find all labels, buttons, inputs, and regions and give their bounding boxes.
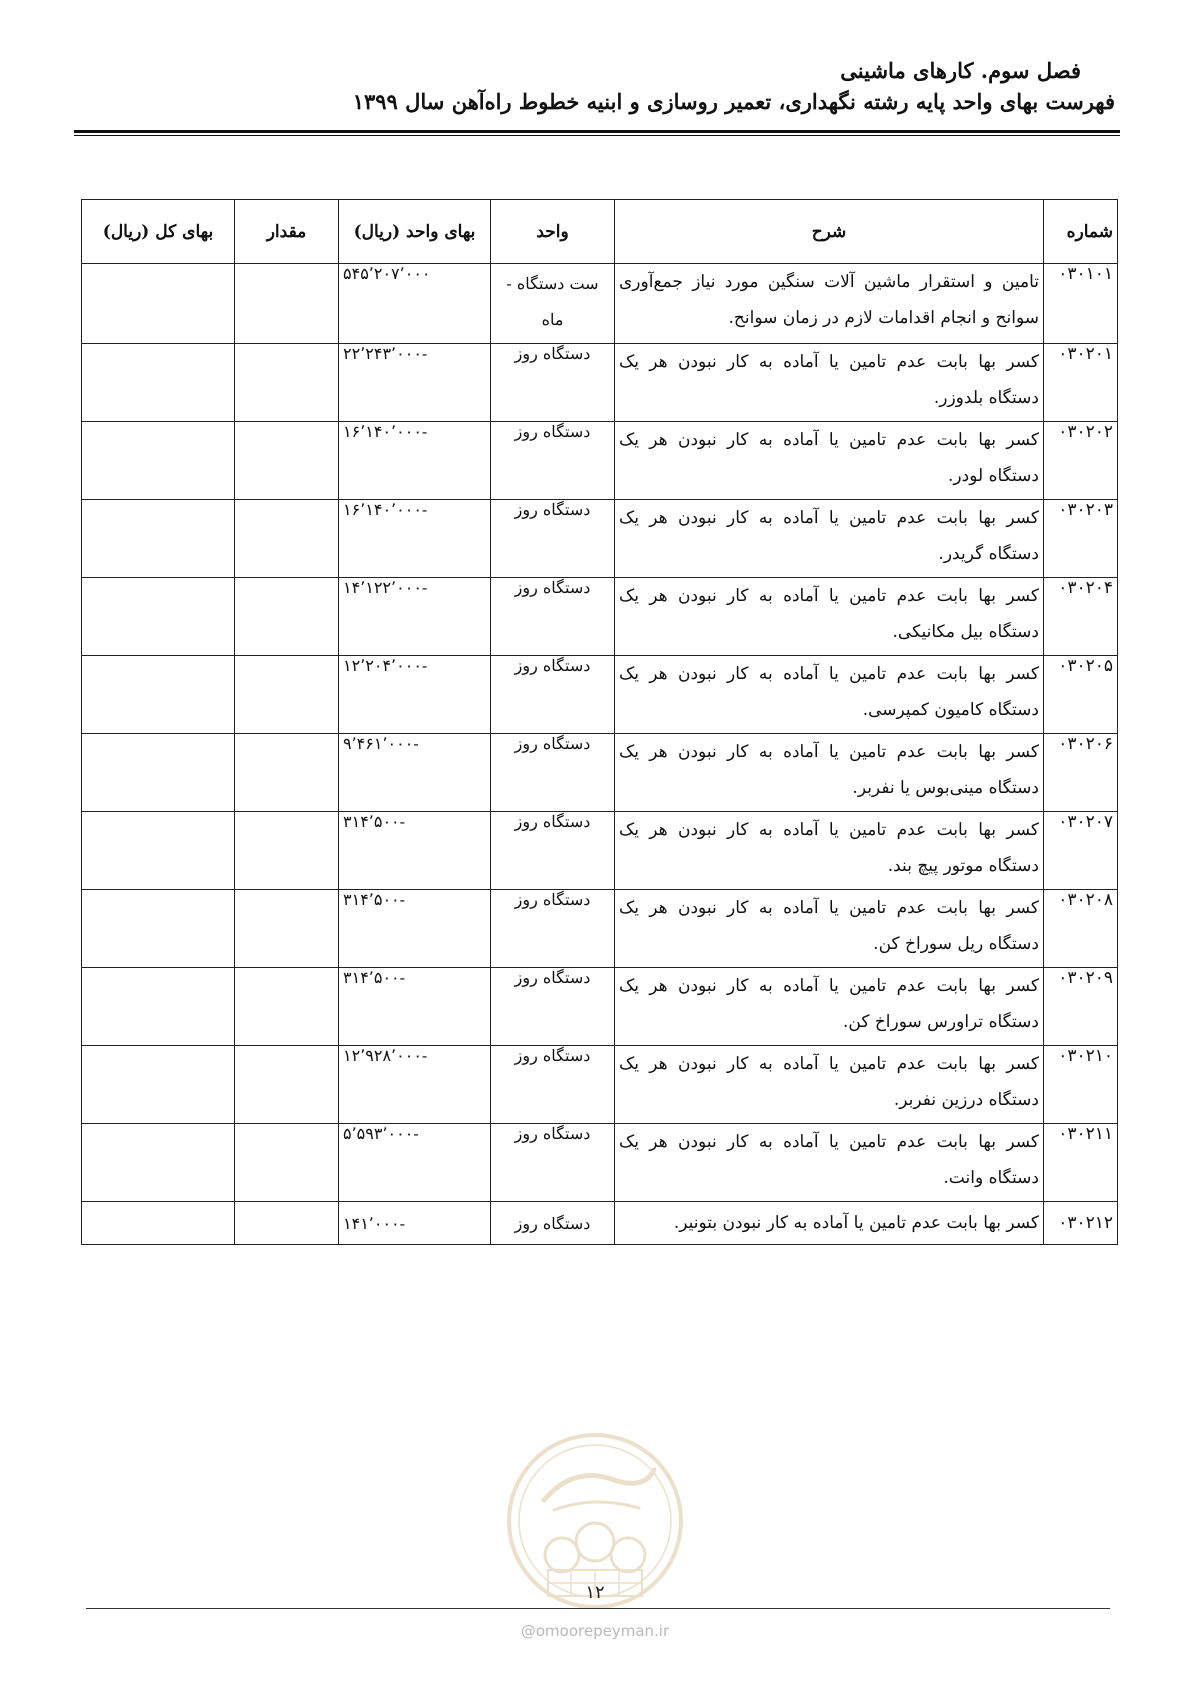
item-quantity xyxy=(235,656,339,734)
item-description: کسر بها بابت عدم تامین یا آماده به کار نبودن هر یک دستگاه درزین نفربر. xyxy=(615,1046,1044,1124)
table-row xyxy=(82,1046,1118,1124)
item-unit: دستگاه روز xyxy=(491,500,615,578)
table-row xyxy=(82,968,1118,1046)
item-total-price xyxy=(82,1046,235,1124)
item-unit-price: -۲۲٬۲۴۳٬۰۰۰ xyxy=(339,344,491,422)
table-row xyxy=(82,344,1118,422)
page-number: ۱۲ xyxy=(585,1582,605,1603)
item-description: کسر بها بابت عدم تامین یا آماده به کار نبودن هر یک دستگاه تراورس سوراخ کن. xyxy=(615,968,1044,1046)
price-table xyxy=(81,199,1118,1245)
item-unit-price: -۱۴٬۱۲۲٬۰۰۰ xyxy=(339,578,491,656)
item-unit-price: -۳۱۴٬۵۰۰ xyxy=(339,812,491,890)
item-unit: دستگاه روز xyxy=(491,578,615,656)
item-number: ۰۳۰۲۰۵ xyxy=(1044,656,1118,734)
item-quantity xyxy=(235,1124,339,1202)
item-unit: ست دستگاه - ماه xyxy=(491,264,615,344)
item-number: ۰۳۰۲۰۹ xyxy=(1044,968,1118,1046)
column-header-number: شماره xyxy=(1044,200,1118,264)
footer-rule xyxy=(86,1608,1110,1609)
header-rule-thin xyxy=(74,135,1120,136)
item-total-price xyxy=(82,734,235,812)
item-quantity xyxy=(235,1046,339,1124)
item-number: ۰۳۰۲۰۲ xyxy=(1044,422,1118,500)
item-description: تامین و استقرار ماشین آلات سنگین مورد نیاز جمع‌آوری سوانح و انجام اقدامات لازم در زمان سوانح. xyxy=(615,264,1044,344)
table-row xyxy=(82,890,1118,968)
item-unit: دستگاه روز xyxy=(491,1124,615,1202)
item-number: ۰۳۰۲۱۰ xyxy=(1044,1046,1118,1124)
item-unit-price: -۱۶٬۱۴۰٬۰۰۰ xyxy=(339,500,491,578)
item-number: ۰۳۰۲۰۴ xyxy=(1044,578,1118,656)
item-quantity xyxy=(235,812,339,890)
item-number: ۰۳۰۲۰۶ xyxy=(1044,734,1118,812)
item-unit-price: -۱۲٬۹۲۸٬۰۰۰ xyxy=(339,1046,491,1124)
item-total-price xyxy=(82,890,235,968)
item-unit-price: -۱۶٬۱۴۰٬۰۰۰ xyxy=(339,422,491,500)
watermark-url: @omoorepeyman.ir xyxy=(520,1622,670,1640)
item-quantity xyxy=(235,422,339,500)
page-header xyxy=(65,56,1115,118)
table-row xyxy=(82,578,1118,656)
column-header-quantity: مقدار xyxy=(235,200,339,264)
item-number: ۰۳۰۲۱۱ xyxy=(1044,1124,1118,1202)
item-total-price xyxy=(82,1124,235,1202)
table-header-row xyxy=(82,200,1118,264)
item-number: ۰۳۰۲۰۳ xyxy=(1044,500,1118,578)
item-description: کسر بها بابت عدم تامین یا آماده به کار نبودن هر یک دستگاه مینی‌بوس یا نفربر. xyxy=(615,734,1044,812)
header-rule-thick xyxy=(74,130,1120,133)
item-quantity xyxy=(235,344,339,422)
table-row xyxy=(82,264,1118,344)
item-description: کسر بها بابت عدم تامین یا آماده به کار نبودن بتونیر. xyxy=(615,1202,1044,1245)
column-header-unit: واحد xyxy=(491,200,615,264)
item-description: کسر بها بابت عدم تامین یا آماده به کار نبودن هر یک دستگاه بیل مکانیکی. xyxy=(615,578,1044,656)
item-unit: دستگاه روز xyxy=(491,344,615,422)
item-total-price xyxy=(82,422,235,500)
item-unit-price: -۱۴۱٬۰۰۰ xyxy=(339,1202,491,1245)
item-total-price xyxy=(82,968,235,1046)
item-total-price xyxy=(82,500,235,578)
item-description: کسر بها بابت عدم تامین یا آماده به کار نبودن هر یک دستگاه وانت. xyxy=(615,1124,1044,1202)
item-unit: دستگاه روز xyxy=(491,1202,615,1245)
item-unit-price: -۳۱۴٬۵۰۰ xyxy=(339,890,491,968)
item-unit: دستگاه روز xyxy=(491,968,615,1046)
table-row xyxy=(82,1202,1118,1245)
item-quantity xyxy=(235,1202,339,1245)
item-number: ۰۳۰۲۰۱ xyxy=(1044,344,1118,422)
table-row xyxy=(82,734,1118,812)
item-number: ۰۳۰۲۰۷ xyxy=(1044,812,1118,890)
table-row xyxy=(82,656,1118,734)
table-row xyxy=(82,1124,1118,1202)
column-header-total-price: بهای کل (ریال) xyxy=(82,200,235,264)
item-unit: دستگاه روز xyxy=(491,1046,615,1124)
item-description: کسر بها بابت عدم تامین یا آماده به کار نبودن هر یک دستگاه ریل سوراخ کن. xyxy=(615,890,1044,968)
item-total-price xyxy=(82,578,235,656)
chapter-title: فصل سوم. کارهای ماشینی xyxy=(840,58,1081,83)
column-header-unit-price: بهای واحد (ریال) xyxy=(339,200,491,264)
item-unit-price: -۹٬۴۶۱٬۰۰۰ xyxy=(339,734,491,812)
item-unit: دستگاه روز xyxy=(491,890,615,968)
document-title: فهرست بهای واحد پایه رشته نگهداری، تعمیر روسازی و ابنیه خطوط راه‌آهن سال ۱۳۹۹ xyxy=(352,89,1115,114)
item-total-price xyxy=(82,656,235,734)
item-quantity xyxy=(235,500,339,578)
item-number: ۰۳۰۱۰۱ xyxy=(1044,264,1118,344)
item-description: کسر بها بابت عدم تامین یا آماده به کار نبودن هر یک دستگاه کامیون کمپرسی. xyxy=(615,656,1044,734)
item-unit: دستگاه روز xyxy=(491,812,615,890)
item-quantity xyxy=(235,578,339,656)
item-number: ۰۳۰۲۰۸ xyxy=(1044,890,1118,968)
item-description: کسر بها بابت عدم تامین یا آماده به کار نبودن هر یک دستگاه موتور پیچ بند. xyxy=(615,812,1044,890)
item-total-price xyxy=(82,264,235,344)
item-quantity xyxy=(235,264,339,344)
item-unit: دستگاه روز xyxy=(491,656,615,734)
table-row xyxy=(82,812,1118,890)
item-quantity xyxy=(235,734,339,812)
item-total-price xyxy=(82,1202,235,1245)
item-unit-price: -۱۲٬۲۰۴٬۰۰۰ xyxy=(339,656,491,734)
item-unit-price: -۵٬۵۹۳٬۰۰۰ xyxy=(339,1124,491,1202)
item-total-price xyxy=(82,344,235,422)
item-description: کسر بها بابت عدم تامین یا آماده به کار نبودن هر یک دستگاه بلدوزر. xyxy=(615,344,1044,422)
table-row xyxy=(82,422,1118,500)
table-row xyxy=(82,500,1118,578)
column-header-description: شرح xyxy=(615,200,1044,264)
item-description: کسر بها بابت عدم تامین یا آماده به کار نبودن هر یک دستگاه گریدر. xyxy=(615,500,1044,578)
item-unit: دستگاه روز xyxy=(491,422,615,500)
item-unit: دستگاه روز xyxy=(491,734,615,812)
item-total-price xyxy=(82,812,235,890)
item-unit-price: -۳۱۴٬۵۰۰ xyxy=(339,968,491,1046)
item-unit-price: ۵۴۵٬۲۰۷٬۰۰۰ xyxy=(339,264,491,344)
item-quantity xyxy=(235,968,339,1046)
item-number: ۰۳۰۲۱۲ xyxy=(1044,1202,1118,1245)
item-description: کسر بها بابت عدم تامین یا آماده به کار نبودن هر یک دستگاه لودر. xyxy=(615,422,1044,500)
item-quantity xyxy=(235,890,339,968)
